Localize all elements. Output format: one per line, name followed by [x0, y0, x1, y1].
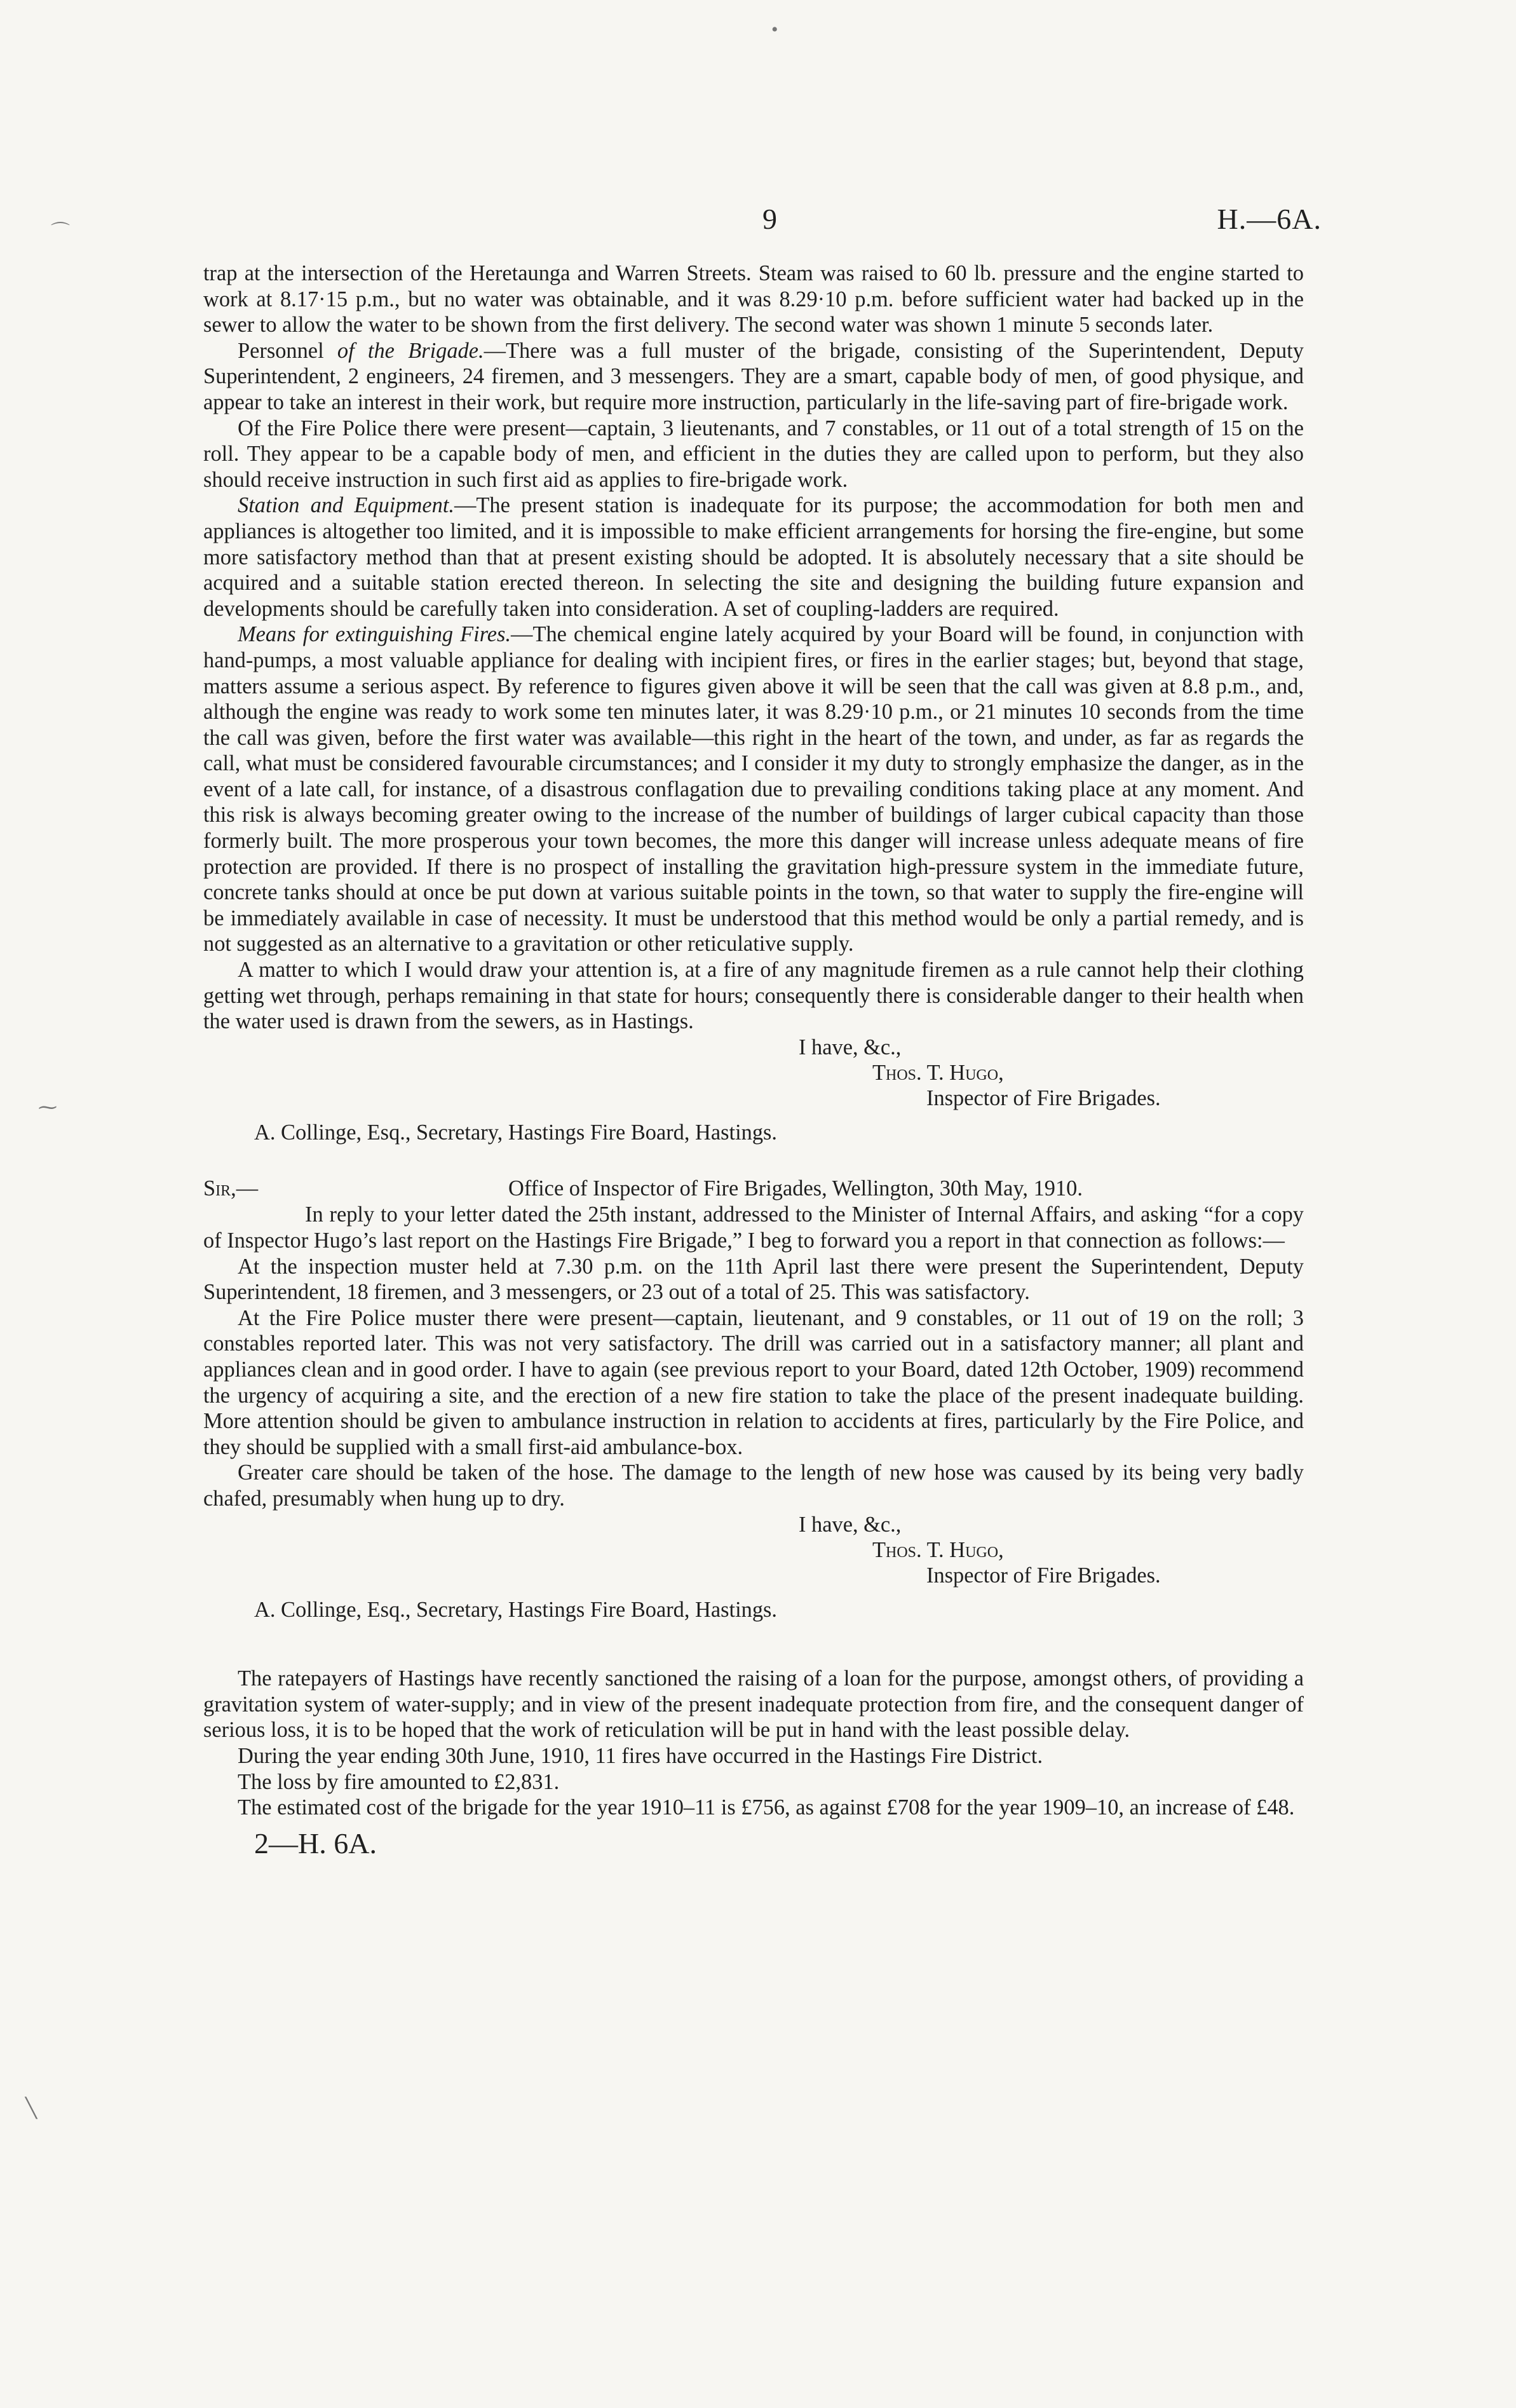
paragraph: Of the Fire Police there were present—captain, 3 lieutenants, and 7 constables, or 11 out of a total strength of 15 on the roll. They appear to be a capable body of men, and efficient in the duties they are called upon to perform, but they also should receive instruction in such first aid as applies to fire-brigade work. [203, 416, 1304, 492]
page-number: 9 [762, 203, 777, 235]
signer-title: Inspector of Fire Brigades. [926, 1563, 1161, 1588]
signer-title: Inspector of Fire Brigades. [926, 1085, 1161, 1110]
paragraph: The loss by fire amounted to £2,831. [238, 1769, 560, 1794]
paragraph: In reply to your letter dated the 25th instant, addressed to the Minister of Internal Affairs, and asking “for a copy of Inspector Hugo’s last report on the Hastings Fire Brigade,” I beg to forward you a report in that connection as follows:— [203, 1202, 1304, 1253]
office-line: Office of Inspector of Fire Brigades, Wellington, 30th May, 1910. [508, 1176, 1083, 1201]
paragraph: The estimated cost of the brigade for the year 1910–11 is £756, as against £708 for the year 1909–10, an increase of £48. [238, 1795, 1295, 1820]
addressee: A. Collinge, Esq., Secretary, Hastings Fire Board, Hastings. [254, 1120, 778, 1145]
paragraph-heading: Means for extinguishing Fires. [238, 622, 511, 647]
paragraph: The ratepayers of Hastings have recently sanctioned the raising of a loan for the purpose, amongst others, of providing a gravitation system of water-supply; and in view of the present inadequate protection from fire, and the consequent danger of serious loss, it is to be hoped that the work of reticulation will be put in hand with the least possible delay. [203, 1666, 1304, 1743]
paragraph: Means for extinguishing Fires.—The chemical engine lately acquired by your Board will be found, in conjunction with hand-pumps, a most valuable appliance for dealing with incipient fires, or fires in the earlier stages; but, beyond that stage, matters assume a serious aspect. By reference to figures given above it will be seen that the call was given at 8.8 p.m., and, although the engine was ready to work some ten minutes later, it was 8.29·10 p.m., or 21 minutes 10 seconds from the time the call was given, before the first water was available—this right in the heart of the town, and under, as far as regards the call, what must be considered favourable circumstances; and I consider it my duty to strongly emphasize the danger, as in the event of a late call, for instance, of a disastrous conflagation due to prevailing conditions taking place at any moment. And this risk is always becoming greater owing to the increase of the number of buildings of larger cubical capacity than those formerly built. The more prosperous your town becomes, the more this danger will increase unless adequate means of fire protection are provided. If there is no prospect of installing the gravitation high-pressure system in the immediate future, concrete tanks should at once be put down at various suitable points in the town, so that water to supply the fire-engine will be immediately available in case of necessity. It must be understood that this method would be only a partial remedy, and is not suggested as an alternative to a gravitation or other reticulative supply. [203, 622, 1304, 956]
paragraph: At the inspection muster held at 7.30 p.m. on the 11th April last there were present the Superintendent, Deputy Superintendent, 18 firemen, and 3 messengers, or 23 out of a total of 25. This was satisfactory. [203, 1254, 1304, 1305]
paragraph: A matter to which I would draw your attention is, at a fire of any magnitude firemen as a rule cannot help their clothing getting wet through, perhaps remaining in that state for hours; consequently there is considerable danger to their health when the water used is drawn from the sewers, as in Hastings. [203, 958, 1304, 1034]
margin-mark-icon: ⁓ [38, 1097, 57, 1118]
salutation: Sir,— [203, 1176, 259, 1201]
signer-name: Thos. T. Hugo, [872, 1060, 1004, 1085]
margin-mark-icon: • [771, 19, 778, 40]
paragraph: Personnel of the Brigade.—There was a full muster of the brigade, consisting of the Superintendent, Deputy Superintendent, 2 engineers, 24 firemen, and 3 messengers. They are a smart, capable body of men, of good physique, and appear to take an interest in their work, but require more instruction, particularly in the life-saving part of fire-brigade work. [203, 338, 1304, 414]
signature-block [203, 1035, 1304, 1112]
paragraph: During the year ending 30th June, 1910, 11 fires have occurred in the Hastings Fire District. [238, 1743, 1043, 1768]
paragraph: trap at the intersection of the Heretaunga and Warren Streets. Steam was raised to 60 lb. pressure and the engine started to work at 8.17·15 p.m., but no water was obtainable, and it was 8.29·10 p.m. before sufficient water had backed up in the sewer to allow the water to be shown from the first delivery. The second water was shown 1 minute 5 seconds later. [203, 261, 1304, 337]
signature-mark: 2—H. 6A. [254, 1826, 377, 1860]
letter-header [203, 1176, 1304, 1202]
addressee: A. Collinge, Esq., Secretary, Hastings Fire Board, Hastings. [254, 1597, 778, 1622]
margin-mark-icon: ╲ [25, 2098, 37, 2119]
paragraph: At the Fire Police muster there were present—captain, lieutenant, and 9 constables, or 11 out of 19 on the roll; 3 constables reported later. This was not very satisfactory. The drill was carried out in a satisfactory manner; all plant and appliances clean and in good order. I have to again (see previous report to your Board, dated 12th October, 1909) recommend the urgency of acquiring a site, and the erection of a new fire station to take the place of the present inadequate building. More attention should be given to ambulance instruction in relation to accidents at fires, particularly by the Fire Police, and they should be supplied with a small first-aid ambulance-box. [203, 1305, 1304, 1459]
paragraph: Greater care should be taken of the hose. The damage to the length of new hose was caused by its being very badly chafed, presumably when hung up to dry. [203, 1460, 1304, 1511]
document-reference: H.—6A. [1217, 203, 1322, 235]
page-body [203, 261, 1304, 1860]
paragraph-heading: Station and Equipment. [238, 493, 455, 518]
signature-block [203, 1512, 1304, 1589]
page-header [203, 202, 1322, 240]
closing: I have, &c., [799, 1512, 902, 1537]
paragraph: Station and Equipment.—The present station is inadequate for its purpose; the accommodation for both men and appliances is altogether too limited, and it is impossible to make efficient arrangements for horsing the fire-engine, but some more satisfactory method than that at present existing should be adopted. It is absolutely necessary that a site should be acquired and a suitable station erected thereon. In selecting the site and designing the building future expansion and developments should be carefully taken into consideration. A set of coupling-ladders are required. [203, 493, 1304, 621]
paragraph-heading: of the Brigade. [337, 338, 484, 363]
margin-mark-icon: ⌒ [51, 222, 70, 243]
signer-name: Thos. T. Hugo, [872, 1537, 1004, 1562]
closing: I have, &c., [799, 1035, 902, 1059]
